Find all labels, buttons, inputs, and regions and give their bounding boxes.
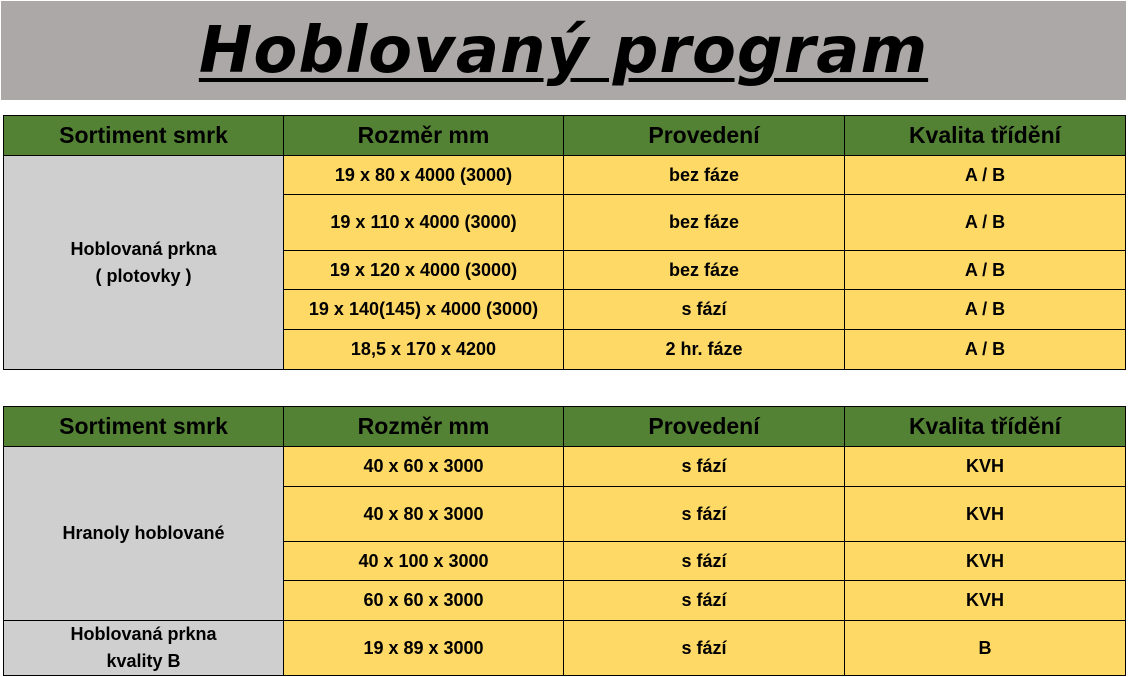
- group-label-line2: kvality B: [106, 651, 181, 671]
- table-row: [4, 447, 1126, 487]
- cell-quality: B: [845, 621, 1126, 676]
- table-header-row: [4, 116, 1126, 156]
- planed-beams-table: [3, 406, 1126, 676]
- cell-quality: KVH: [845, 581, 1126, 621]
- group-label-line2: ( plotovky ): [95, 265, 192, 286]
- cell-quality: A / B: [845, 330, 1126, 370]
- header-sortiment: Sortiment smrk: [4, 407, 284, 447]
- cell-finish: s fází: [564, 581, 845, 621]
- header-quality: Kvalita třídění: [845, 116, 1126, 156]
- cell-finish: s fází: [564, 621, 845, 676]
- cell-size: 40 x 100 x 3000: [284, 542, 564, 581]
- cell-size: 19 x 140(145) x 4000 (3000): [284, 290, 564, 330]
- group-label: [4, 621, 284, 676]
- cell-finish: s fází: [564, 447, 845, 487]
- header-dimension: Rozměr mm: [284, 116, 564, 156]
- group-label: Hranoly hoblované: [4, 447, 284, 621]
- cell-size: 60 x 60 x 3000: [284, 581, 564, 621]
- table-row: [4, 621, 1126, 676]
- cell-finish: s fází: [564, 290, 845, 330]
- header-sortiment: Sortiment smrk: [4, 116, 284, 156]
- cell-size: 19 x 89 x 3000: [284, 621, 564, 676]
- table-row: [4, 156, 1126, 195]
- title-banner: [1, 1, 1126, 100]
- header-quality: Kvalita třídění: [845, 407, 1126, 447]
- cell-finish: bez fáze: [564, 156, 845, 195]
- cell-size: 19 x 80 x 4000 (3000): [284, 156, 564, 195]
- cell-size: 19 x 110 x 4000 (3000): [284, 195, 564, 251]
- cell-finish: s fází: [564, 542, 845, 581]
- planed-boards-table: [3, 115, 1126, 370]
- cell-finish: bez fáze: [564, 251, 845, 290]
- group-label-line1: Hoblovaná prkna: [70, 624, 217, 644]
- header-finish: Provedení: [564, 116, 845, 156]
- cell-quality: A / B: [845, 290, 1126, 330]
- cell-size: 19 x 120 x 4000 (3000): [284, 251, 564, 290]
- cell-quality: KVH: [845, 447, 1126, 487]
- cell-finish: 2 hr. fáze: [564, 330, 845, 370]
- cell-finish: s fází: [564, 487, 845, 542]
- cell-quality: A / B: [845, 156, 1126, 195]
- group-label-line1: Hoblovaná prkna: [70, 238, 217, 259]
- table-header-row: [4, 407, 1126, 447]
- header-finish: Provedení: [564, 407, 845, 447]
- cell-finish: bez fáze: [564, 195, 845, 251]
- cell-size: 40 x 80 x 3000: [284, 487, 564, 542]
- cell-quality: KVH: [845, 487, 1126, 542]
- cell-quality: A / B: [845, 195, 1126, 251]
- group-label: [4, 156, 284, 370]
- cell-size: 40 x 60 x 3000: [284, 447, 564, 487]
- cell-quality: A / B: [845, 251, 1126, 290]
- page-title: Hoblovaný program: [198, 13, 929, 88]
- cell-quality: KVH: [845, 542, 1126, 581]
- cell-size: 18,5 x 170 x 4200: [284, 330, 564, 370]
- header-dimension: Rozměr mm: [284, 407, 564, 447]
